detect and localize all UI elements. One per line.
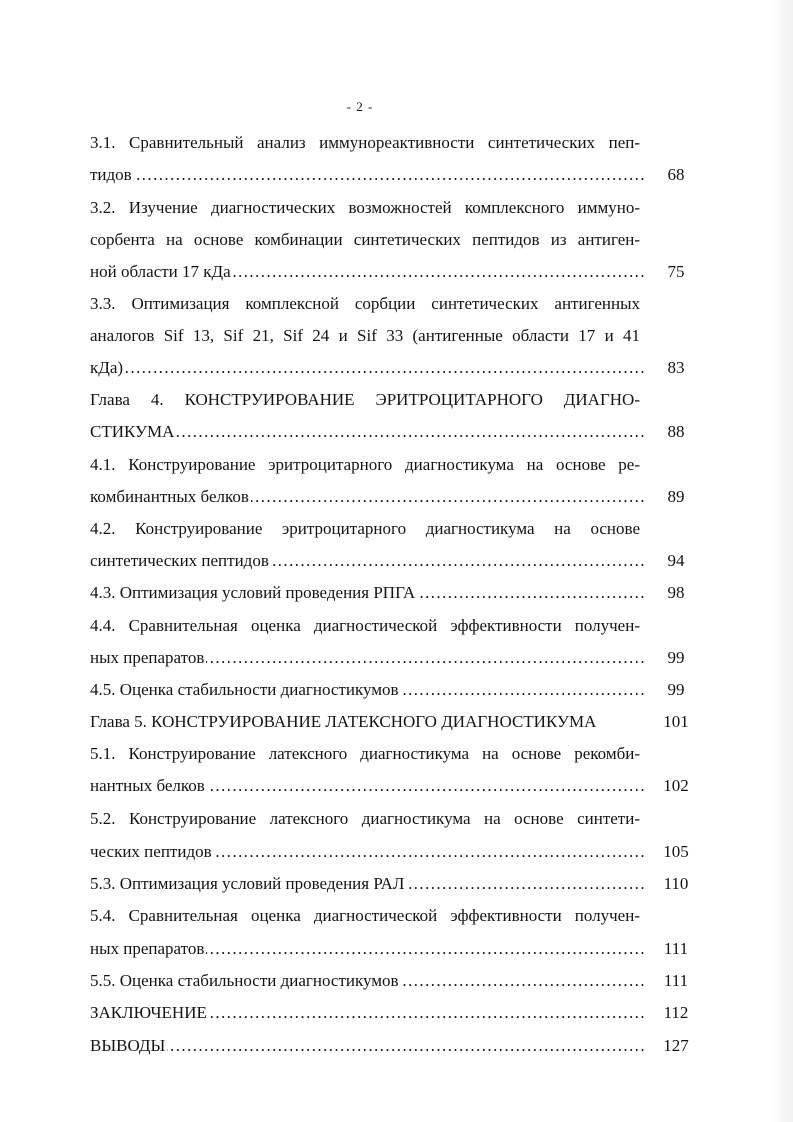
toc-entry-line: 4.2. Конструирование эритроцитарного диагностикума на основе	[90, 519, 640, 538]
toc-page-number: 111	[663, 939, 689, 958]
toc-entry-line: тидов …………………………………………………………………………………………………………………………………………………………………………………………	[90, 162, 646, 188]
toc-page-number: 101	[663, 712, 689, 731]
toc-page-number: 88	[667, 422, 685, 441]
toc-page-number: 111	[663, 971, 689, 990]
toc-page-number: 99	[667, 680, 685, 699]
toc-page-number: 68	[667, 165, 685, 184]
toc-entry-line: аналогов Sif 13, Sif 21, Sif 24 и Sif 33 (антигенные области 17 и 41	[90, 326, 640, 345]
toc-entry-line: 5.3. Оптимизация условий проведения РАЛ …………………………………………………………………………………………………………………………………………………………………………………………	[90, 871, 646, 897]
toc-entry-line: 3.1. Сравнительный анализ иммунореактивности синтетических пеп-	[90, 133, 640, 152]
toc-entry-line: 4.3. Оптимизация условий проведения РПГА …………………………………………………………………………………………………………………………………………………………………………………………	[90, 580, 646, 606]
scan-edge-shadow	[771, 0, 793, 1122]
page-number: - 2 -	[346, 99, 374, 114]
toc-entry-line: комбинантных белков …………………………………………………………………………………………………………………………………………………………………………………………	[90, 484, 646, 510]
toc-entry-line: нантных белков …………………………………………………………………………………………………………………………………………………………………………………………	[90, 773, 646, 799]
toc-entry-line: ческих пептидов …………………………………………………………………………………………………………………………………………………………………………………………	[90, 839, 646, 865]
toc-entry-line: 5.1. Конструирование латексного диагностикума на основе рекомби-	[90, 744, 640, 763]
toc-page-number: 105	[663, 842, 689, 861]
toc-page-number: 83	[667, 358, 685, 377]
toc-entry-line: сорбента на основе комбинации синтетических пептидов из антиген-	[90, 230, 640, 249]
toc-page-number: 110	[663, 874, 689, 893]
toc-page-number: 75	[667, 262, 685, 281]
toc-page-number: 112	[663, 1003, 689, 1022]
toc-entry-line: ЗАКЛЮЧЕНИЕ …………………………………………………………………………………………………………………………………………………………………………………………	[90, 1000, 646, 1026]
toc-entry-line: синтетических пептидов …………………………………………………………………………………………………………………………………………………………………………………………	[90, 548, 646, 574]
toc-entry-line: кДа) …………………………………………………………………………………………………………………………………………………………………………………………	[90, 355, 646, 381]
toc-page-number: 98	[667, 583, 685, 602]
toc-entry-line: СТИКУМА …………………………………………………………………………………………………………………………………………………………………………………………	[90, 419, 646, 445]
toc-entry-line: 4.4. Сравнительная оценка диагностической эффективности получен-	[90, 616, 640, 635]
toc-entry-line: Глава 4. КОНСТРУИРОВАНИЕ ЭРИТРОЦИТАРНОГО ДИАГНО-	[90, 390, 640, 409]
toc-entry-line: 4.1. Конструирование эритроцитарного диагностикума на основе ре-	[90, 455, 640, 474]
toc-entry-line: ных препаратов …………………………………………………………………………………………………………………………………………………………………………………………	[90, 936, 646, 962]
toc-page-number: 89	[667, 487, 685, 506]
toc-entry-line: 5.5. Оценка стабильности диагностикумов …………………………………………………………………………………………………………………………………………………………………………………………	[90, 968, 646, 994]
toc-page-number: 127	[663, 1036, 689, 1055]
toc-entry-line: Глава 5. КОНСТРУИРОВАНИЕ ЛАТЕКСНОГО ДИАГНОСТИКУМА	[90, 712, 597, 731]
toc-entry-line: 3.3. Оптимизация комплексной сорбции синтетических антигенных	[90, 294, 640, 313]
toc-entry-line: ной области 17 кДа …………………………………………………………………………………………………………………………………………………………………………………………	[90, 259, 646, 285]
toc-page-number: 94	[667, 551, 685, 570]
toc-entry-line: 3.2. Изучение диагностических возможностей комплексного иммуно-	[90, 198, 640, 217]
toc-entry-line: ВЫВОДЫ …………………………………………………………………………………………………………………………………………………………………………………………	[90, 1033, 646, 1059]
toc-entry-line: ных препаратов …………………………………………………………………………………………………………………………………………………………………………………………	[90, 645, 646, 671]
toc-entry-line: 4.5. Оценка стабильности диагностикумов …………………………………………………………………………………………………………………………………………………………………………………………	[90, 677, 646, 703]
toc-page-number: 99	[667, 648, 685, 667]
toc-entry-line: 5.2. Конструирование латексного диагностикума на основе синтети-	[90, 809, 640, 828]
toc-entry-line: 5.4. Сравнительная оценка диагностической эффективности получен-	[90, 906, 640, 925]
toc-page-number: 102	[663, 776, 689, 795]
